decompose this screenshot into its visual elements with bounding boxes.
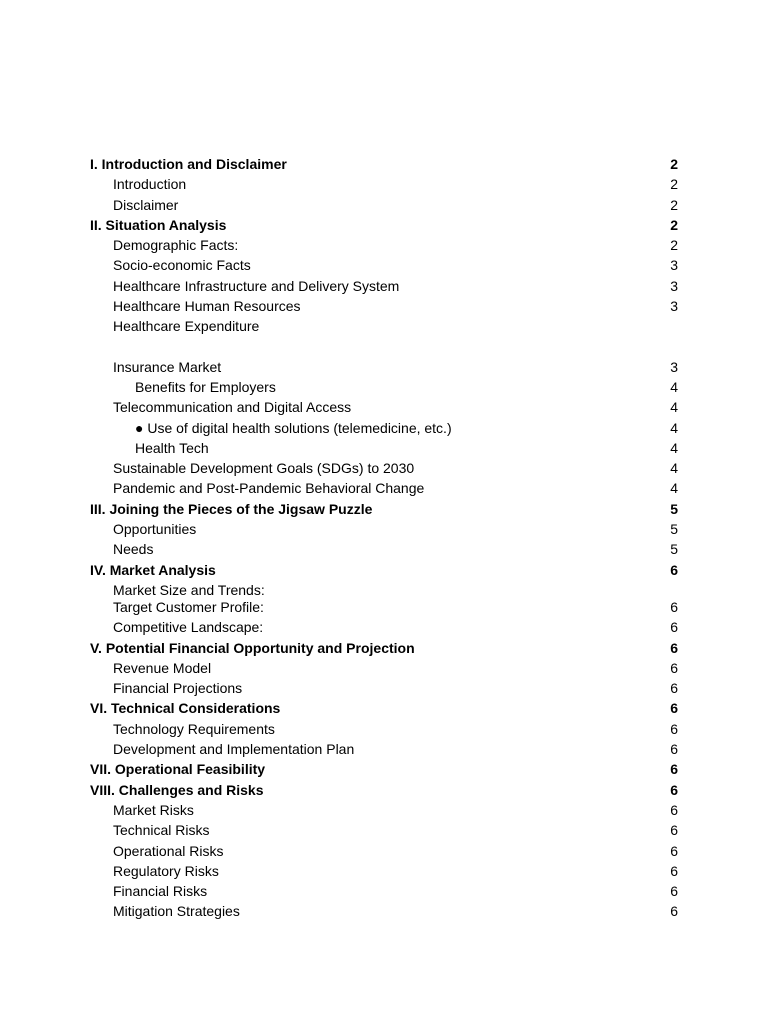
toc-entry-page-number: 6 [670,561,678,578]
toc-entry-title: Telecommunication and Digital Access [113,399,352,416]
toc-entry-page-number: 2 [670,237,678,254]
toc-entry-page-number: 2 [670,176,678,193]
toc-entry-page-number: 6 [670,883,678,900]
toc-subsection-entry[interactable] [90,377,680,397]
toc-subsection-entry[interactable] [90,478,680,498]
toc-entry-page-number: 6 [670,741,678,758]
toc-entry-title: Competitive Landscape: [113,619,264,636]
toc-subsection-entry[interactable] [90,397,680,417]
toc-entry-title: Needs [113,541,154,558]
toc-entry-title: Healthcare Human Resources [113,298,301,315]
toc-entry-page-number: 5 [670,500,678,517]
toc-entry-page-number: 5 [670,541,678,558]
toc-entry-page-number: 6 [670,598,678,615]
toc-entry-page-number: 6 [670,781,678,798]
toc-entry-page-number: 6 [670,680,678,697]
toc-entry-page-number: 4 [670,439,678,456]
toc-subsection-entry[interactable] [90,841,680,861]
toc-entry-title: Socio-economic Facts [113,257,251,274]
toc-entry-title: Introduction [113,176,187,193]
toc-entry-page-number: 3 [670,298,678,315]
toc-subsection-entry[interactable] [90,539,680,559]
toc-entry-title: Regulatory Risks [113,862,219,879]
toc-entry-title: Opportunities [113,521,197,538]
toc-entry-title: VII. Operational Feasibility [90,761,266,778]
toc-section-entry[interactable] [90,698,680,718]
toc-entry-title: Technology Requirements [113,720,275,737]
toc-subsection-entry[interactable] [90,658,680,678]
toc-entry-page-number: 6 [670,619,678,636]
toc-entry-title: Pandemic and Post-Pandemic Behavioral Change [113,480,425,497]
toc-subsection-entry[interactable] [90,861,680,881]
toc-subsection-entry[interactable] [90,296,680,316]
toc-entry-title: Healthcare Infrastructure and Delivery System [113,277,400,294]
toc-entry-page-number: 3 [670,358,678,375]
toc-entry-title: Market Risks [113,801,194,818]
toc-subsection-entry[interactable] [90,174,680,194]
toc-entry-title: Operational Risks [113,842,224,859]
toc-entry-page-number: 4 [670,399,678,416]
toc-section-entry[interactable] [90,638,680,658]
toc-entry-title: ● Use of digital health solutions (telemedicine, etc.) [135,419,452,436]
toc-entry-page-number: 6 [670,700,678,717]
toc-entry-title: II. Situation Analysis [90,216,227,233]
toc-entry-title: Revenue Model [113,659,212,676]
table-of-contents [90,154,680,922]
toc-entry-title: Healthcare Expenditure [113,318,260,335]
toc-entry-title: Financial Projections [113,680,243,697]
toc-subsection-entry[interactable] [90,739,680,759]
toc-subsection-entry[interactable] [90,418,680,438]
toc-entry-page-number: 2 [670,196,678,213]
toc-subsection-entry[interactable] [90,276,680,296]
toc-subsection-entry[interactable] [90,881,680,901]
toc-subsection-entry[interactable] [90,800,680,820]
toc-entry-title: Benefits for Employers [135,378,276,395]
toc-entry-title: I. Introduction and Disclaimer [90,156,287,172]
toc-subsection-entry[interactable] [90,195,680,215]
toc-entry-page-number: 6 [670,639,678,656]
toc-entry-page-number: 6 [670,903,678,920]
toc-subsection-entry[interactable] [90,580,680,597]
toc-entry-page-number: 6 [670,801,678,818]
toc-subsection-entry[interactable] [90,901,680,921]
toc-subsection-entry[interactable] [90,678,680,698]
toc-entry-title: V. Potential Financial Opportunity and Projection [90,639,415,656]
toc-entry-page-number: 6 [670,842,678,859]
toc-entry-title: Target Customer Profile: [113,598,264,615]
toc-subsection-entry[interactable] [90,438,680,458]
toc-subsection-entry[interactable] [90,316,680,336]
toc-entry-title: Financial Risks [113,883,208,900]
toc-entry-page-number: 6 [670,659,678,676]
toc-section-entry[interactable] [90,499,680,519]
toc-subsection-entry[interactable] [90,519,680,539]
toc-entry-page-number: 6 [670,720,678,737]
toc-subsection-entry[interactable] [90,357,680,377]
toc-entry-page-number: 4 [670,480,678,497]
toc-subsection-entry[interactable] [90,255,680,275]
toc-entry-title: Development and Implementation Plan [113,741,355,758]
toc-entry-title: Health Tech [135,439,209,456]
toc-entry-title: Insurance Market [113,358,222,375]
toc-entry-page-number: 3 [670,277,678,294]
toc-entry-page-number: 4 [670,419,678,436]
toc-entry-page-number: 2 [670,216,678,233]
toc-entry-page-number: 6 [670,822,678,839]
toc-entry-title: Disclaimer [113,196,179,213]
toc-entry-title: Sustainable Development Goals (SDGs) to 2030 [113,460,415,477]
toc-subsection-entry[interactable] [90,597,680,617]
toc-entry-page-number: 5 [670,521,678,538]
toc-entry-title: Market Size and Trends: [113,581,265,598]
toc-entry-page-number: 3 [670,257,678,274]
toc-subsection-entry[interactable] [90,235,680,255]
toc-entry-page-number: 4 [670,378,678,395]
toc-section-entry[interactable] [90,560,680,580]
toc-entry-title: Demographic Facts: [113,237,239,254]
toc-section-entry[interactable] [90,780,680,800]
toc-entry-page-number: 6 [670,862,678,879]
toc-entry-title: III. Joining the Pieces of the Jigsaw Puzzle [90,500,373,517]
toc-section-entry[interactable] [90,759,680,779]
toc-subsection-entry[interactable] [90,719,680,739]
toc-entry-title: VI. Technical Considerations [90,700,281,717]
toc-entry-page-number: 2 [670,156,678,172]
toc-entry-title: Technical Risks [113,822,210,839]
toc-section-entry[interactable] [90,154,680,174]
toc-entry-page-number: 6 [670,761,678,778]
toc-entry-page-number: 4 [670,460,678,477]
toc-entry-title: VIII. Challenges and Risks [90,781,264,798]
toc-section-entry[interactable] [90,215,680,235]
toc-entry-title: Mitigation Strategies [113,903,240,920]
toc-subsection-entry[interactable] [90,617,680,637]
toc-subsection-entry[interactable] [90,458,680,478]
toc-entry-title: IV. Market Analysis [90,561,216,578]
toc-subsection-entry[interactable] [90,820,680,840]
